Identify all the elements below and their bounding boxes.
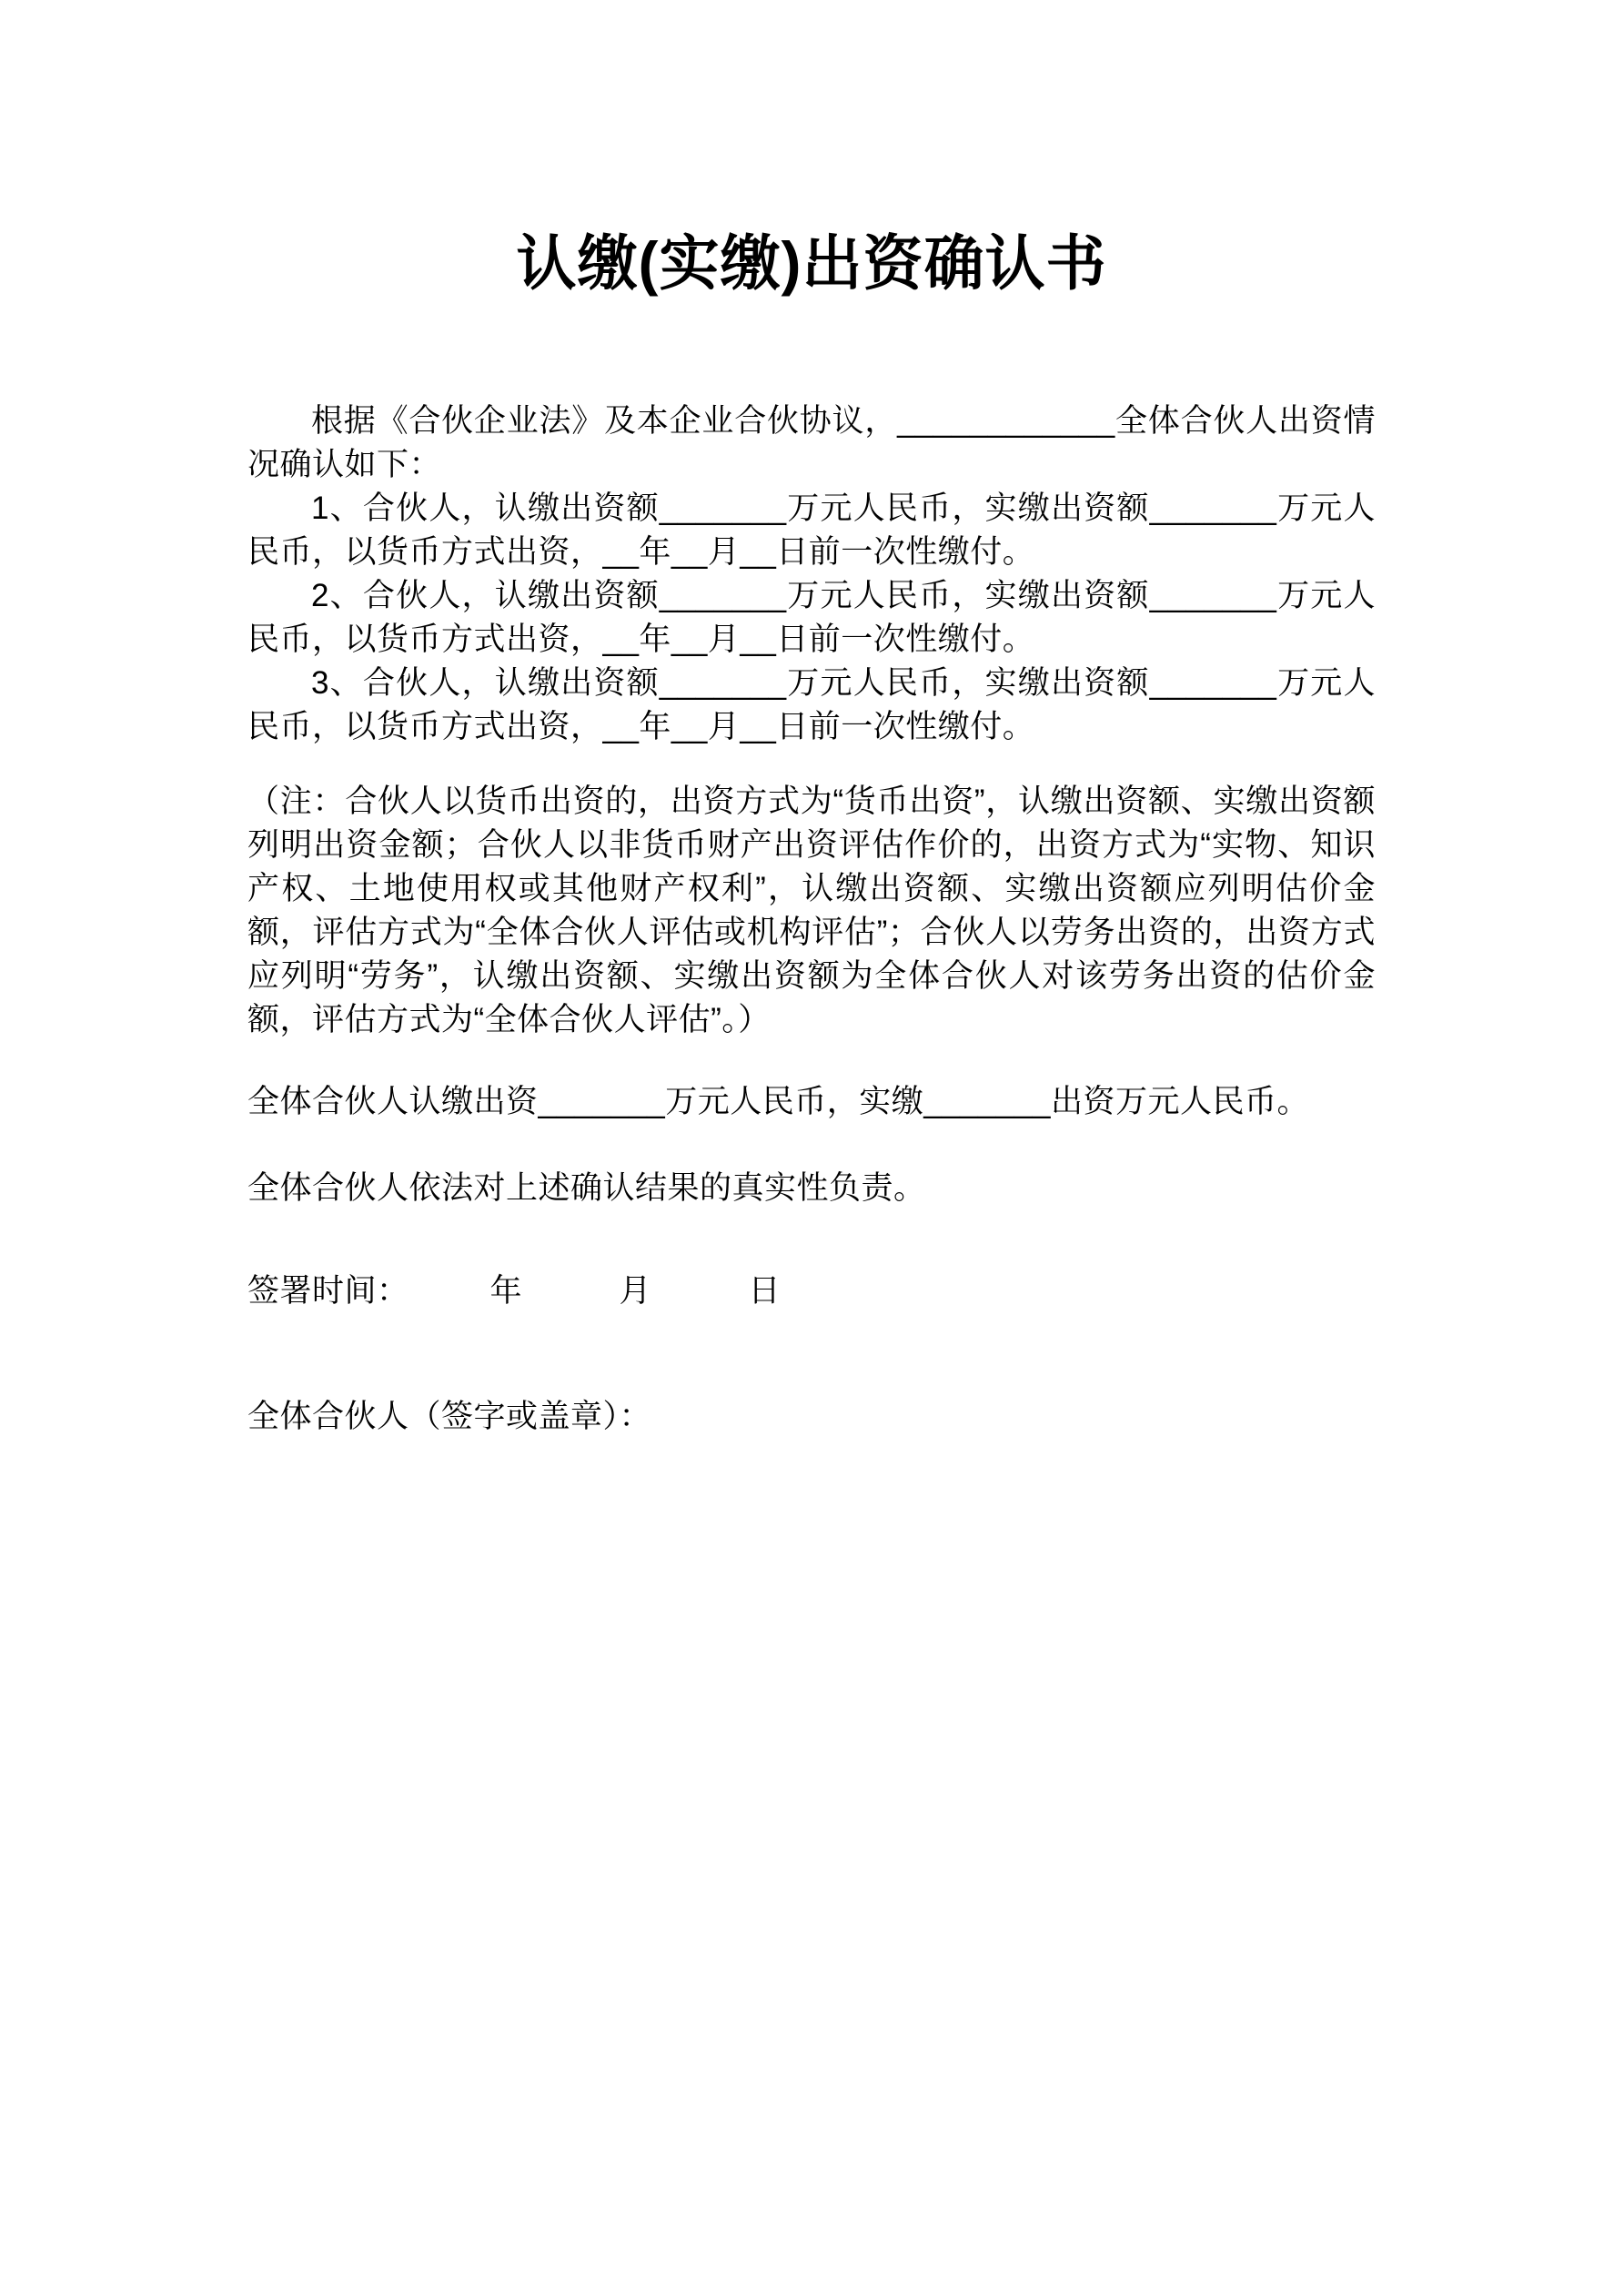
total-contribution-line: 全体合伙人认缴出资_______万元人民币，实缴_______出资万元人民币。	[247, 1084, 1310, 1119]
document-title: 认缴(实缴)出资确认书	[516, 229, 1107, 297]
note-paragraph: （注：合伙人以货币出资的，出资方式为“货币出资”，认缴出资额、实缴出资额列明出资金额；合伙人以非货币财产出资评估作价的，出资方式为“实物、知识产权、土地使用权或其他财产权利”，认缴出资额、实缴出资额应列明估价金额，评估方式为“全体合伙人评估或机构评估”；合伙人以劳务出资的，出资方式应列明“劳务”，认缴出资额、实缴出资额为全体合伙人对该劳务出资的估价金额，评估方式为“全体合伙人评估”。）	[247, 784, 1376, 1037]
partner-item-2: 2、合伙人，认缴出资额_______万元人民币，实缴出资额_______万元人民币，以货币方式出资，__年__月__日前一次性缴付。	[247, 578, 1376, 657]
partner-item-3: 3、合伙人，认缴出资额_______万元人民币，实缴出资额_______万元人民币，以货币方式出资，__年__月__日前一次性缴付。	[247, 665, 1376, 744]
partner-item-1: 1、合伙人，认缴出资额_______万元人民币，实缴出资额_______万元人民币，以货币方式出资，__年__月__日前一次性缴付。	[247, 491, 1376, 570]
sign-date-line: 签署时间： 年 月 日	[247, 1273, 782, 1309]
intro-paragraph: 根据《合伙企业法》及本企业合伙协议，____________全体合伙人出资情况确认如下：	[247, 403, 1376, 482]
signature-line: 全体合伙人（签字或盖章）：	[247, 1399, 652, 1434]
document-body	[247, 0, 1376, 1439]
responsibility-line: 全体合伙人依法对上述确认结果的真实性负责。	[247, 1170, 926, 1206]
